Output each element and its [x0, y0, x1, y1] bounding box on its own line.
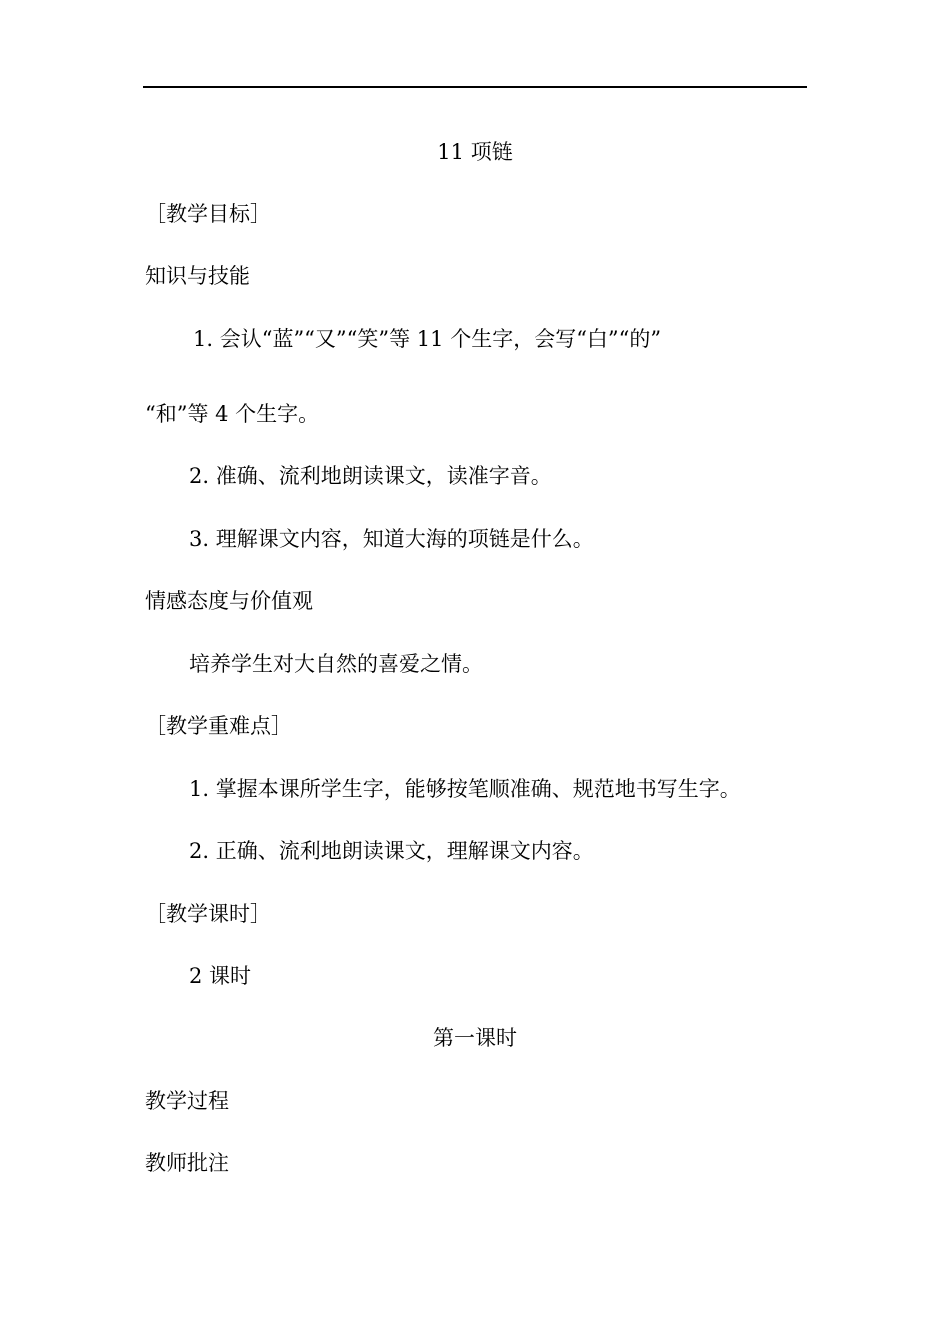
objective-item-1: 1. 会认“蓝”“又”“笑”等 11 个生字，会写“白”“的”: [193, 327, 662, 351]
header-rule: [143, 86, 807, 88]
key-point-1: 1. 掌握本课所学生字，能够按笔顺准确、规范地书写生字。: [189, 777, 741, 801]
section-heading-class-hours: ［教学课时］: [145, 902, 271, 926]
lesson-title: 第一课时: [433, 1026, 517, 1050]
objective-item-3: 3. 理解课文内容，知道大海的项链是什么。: [189, 527, 594, 551]
emotion-objective: 培养学生对大自然的喜爱之情。: [189, 652, 483, 676]
subheading-teaching-process: 教学过程: [145, 1089, 229, 1113]
subheading-emotion-values: 情感态度与价值观: [145, 589, 313, 613]
class-hours-value: 2 课时: [189, 964, 252, 988]
subheading-teacher-notes: 教师批注: [145, 1151, 229, 1175]
key-point-2: 2. 正确、流利地朗读课文，理解课文内容。: [189, 839, 594, 863]
section-heading-objectives: ［教学目标］: [145, 202, 271, 226]
subheading-knowledge-skills: 知识与技能: [145, 264, 250, 288]
objective-item-1-continued: “和”等 4 个生字。: [145, 402, 320, 426]
page-title: 11 项链: [437, 140, 513, 164]
section-heading-key-points: ［教学重难点］: [145, 714, 292, 738]
objective-item-2: 2. 准确、流利地朗读课文，读准字音。: [189, 464, 552, 488]
